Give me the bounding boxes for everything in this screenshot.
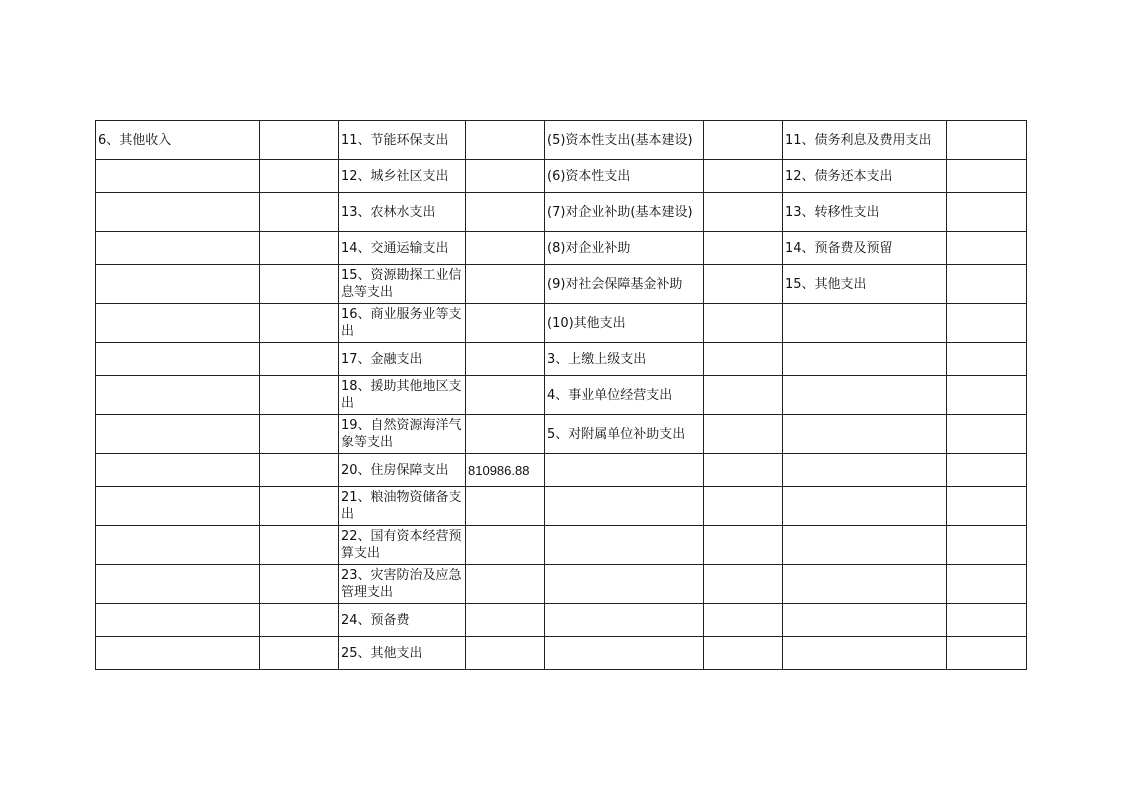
function-expense-amount-cell (466, 487, 545, 526)
economic-expense-item-cell (545, 526, 704, 565)
economic-expense-amount-cell (704, 304, 783, 343)
table-row (96, 637, 1027, 670)
economic-expense-amount-cell (704, 604, 783, 637)
table-row (96, 343, 1027, 376)
economic-expense-item-cell (545, 487, 704, 526)
economic-expense-item-cell: (8)对企业补助 (545, 232, 704, 265)
income-amount-cell (260, 343, 339, 376)
function-expense-item-cell: 16、商业服务业等支出 (339, 304, 466, 343)
table-row (96, 160, 1027, 193)
other-expense-amount-cell (947, 304, 1027, 343)
economic-expense-amount-cell (704, 232, 783, 265)
other-expense-item-cell (783, 604, 947, 637)
income-item-cell (96, 265, 260, 304)
function-expense-amount-cell (466, 232, 545, 265)
function-expense-amount-cell (466, 526, 545, 565)
function-expense-amount-cell (466, 376, 545, 415)
other-expense-item-cell (783, 343, 947, 376)
other-expense-amount-cell (947, 160, 1027, 193)
function-expense-amount-cell (466, 121, 545, 160)
function-expense-item-cell: 14、交通运输支出 (339, 232, 466, 265)
income-item-cell (96, 637, 260, 670)
function-expense-amount-cell: 810986.88 (466, 454, 545, 487)
economic-expense-item-cell: (5)资本性支出(基本建设) (545, 121, 704, 160)
income-item-cell (96, 232, 260, 265)
income-item-cell (96, 487, 260, 526)
economic-expense-item-cell (545, 565, 704, 604)
function-expense-item-cell: 24、预备费 (339, 604, 466, 637)
income-item-cell (96, 193, 260, 232)
other-expense-item-cell (783, 376, 947, 415)
economic-expense-item-cell: (9)对社会保障基金补助 (545, 265, 704, 304)
table-row (96, 232, 1027, 265)
economic-expense-amount-cell (704, 526, 783, 565)
function-expense-item-cell: 19、自然资源海洋气象等支出 (339, 415, 466, 454)
income-item-cell: 6、其他收入 (96, 121, 260, 160)
economic-expense-amount-cell (704, 565, 783, 604)
function-expense-item-cell: 18、援助其他地区支出 (339, 376, 466, 415)
other-expense-item-cell (783, 304, 947, 343)
income-amount-cell (260, 193, 339, 232)
income-amount-cell (260, 304, 339, 343)
economic-expense-amount-cell (704, 487, 783, 526)
function-expense-amount-cell (466, 415, 545, 454)
function-expense-item-cell: 11、节能环保支出 (339, 121, 466, 160)
function-expense-item-cell: 12、城乡社区支出 (339, 160, 466, 193)
income-item-cell (96, 415, 260, 454)
income-amount-cell (260, 637, 339, 670)
income-item-cell (96, 604, 260, 637)
income-item-cell (96, 160, 260, 193)
other-expense-item-cell (783, 637, 947, 670)
other-expense-amount-cell (947, 376, 1027, 415)
other-expense-item-cell (783, 415, 947, 454)
other-expense-amount-cell (947, 487, 1027, 526)
function-expense-amount-cell (466, 160, 545, 193)
table-row (96, 454, 1027, 487)
table-row (96, 265, 1027, 304)
other-expense-item-cell: 14、预备费及预留 (783, 232, 947, 265)
income-item-cell (96, 565, 260, 604)
economic-expense-amount-cell (704, 121, 783, 160)
budget-table (95, 120, 1027, 670)
other-expense-item-cell (783, 487, 947, 526)
other-expense-amount-cell (947, 343, 1027, 376)
other-expense-item-cell: 11、债务利息及费用支出 (783, 121, 947, 160)
economic-expense-item-cell: 3、上缴上级支出 (545, 343, 704, 376)
income-amount-cell (260, 604, 339, 637)
economic-expense-item-cell (545, 454, 704, 487)
income-amount-cell (260, 121, 339, 160)
income-item-cell (96, 304, 260, 343)
function-expense-amount-cell (466, 304, 545, 343)
economic-expense-item-cell (545, 604, 704, 637)
economic-expense-amount-cell (704, 160, 783, 193)
income-item-cell (96, 526, 260, 565)
function-expense-item-cell: 17、金融支出 (339, 343, 466, 376)
function-expense-amount-cell (466, 343, 545, 376)
function-expense-amount-cell (466, 637, 545, 670)
other-expense-item-cell: 13、转移性支出 (783, 193, 947, 232)
economic-expense-item-cell: (7)对企业补助(基本建设) (545, 193, 704, 232)
table-row (96, 121, 1027, 160)
table-row (96, 526, 1027, 565)
table-row (96, 565, 1027, 604)
function-expense-item-cell: 21、粮油物资储备支出 (339, 487, 466, 526)
function-expense-amount-cell (466, 565, 545, 604)
other-expense-item-cell (783, 565, 947, 604)
other-expense-item-cell: 15、其他支出 (783, 265, 947, 304)
table-row (96, 415, 1027, 454)
income-amount-cell (260, 526, 339, 565)
income-amount-cell (260, 454, 339, 487)
other-expense-item-cell (783, 454, 947, 487)
other-expense-amount-cell (947, 604, 1027, 637)
income-amount-cell (260, 487, 339, 526)
economic-expense-item-cell: 4、事业单位经营支出 (545, 376, 704, 415)
function-expense-item-cell: 13、农林水支出 (339, 193, 466, 232)
function-expense-item-cell: 25、其他支出 (339, 637, 466, 670)
economic-expense-amount-cell (704, 193, 783, 232)
economic-expense-item-cell: (10)其他支出 (545, 304, 704, 343)
income-amount-cell (260, 415, 339, 454)
economic-expense-amount-cell (704, 454, 783, 487)
other-expense-amount-cell (947, 526, 1027, 565)
function-expense-amount-cell (466, 265, 545, 304)
table-row (96, 376, 1027, 415)
other-expense-item-cell: 12、债务还本支出 (783, 160, 947, 193)
function-expense-item-cell: 23、灾害防治及应急管理支出 (339, 565, 466, 604)
income-amount-cell (260, 160, 339, 193)
economic-expense-amount-cell (704, 637, 783, 670)
function-expense-amount-cell (466, 193, 545, 232)
other-expense-amount-cell (947, 121, 1027, 160)
other-expense-amount-cell (947, 193, 1027, 232)
other-expense-item-cell (783, 526, 947, 565)
economic-expense-amount-cell (704, 376, 783, 415)
table-row (96, 487, 1027, 526)
table-row (96, 604, 1027, 637)
function-expense-item-cell: 20、住房保障支出 (339, 454, 466, 487)
other-expense-amount-cell (947, 454, 1027, 487)
function-expense-amount-cell (466, 604, 545, 637)
income-amount-cell (260, 565, 339, 604)
function-expense-item-cell: 15、资源勘探工业信息等支出 (339, 265, 466, 304)
economic-expense-amount-cell (704, 343, 783, 376)
economic-expense-item-cell (545, 637, 704, 670)
income-item-cell (96, 343, 260, 376)
economic-expense-item-cell: 5、对附属单位补助支出 (545, 415, 704, 454)
income-item-cell (96, 454, 260, 487)
income-item-cell (96, 376, 260, 415)
economic-expense-item-cell: (6)资本性支出 (545, 160, 704, 193)
table-row (96, 304, 1027, 343)
income-amount-cell (260, 376, 339, 415)
other-expense-amount-cell (947, 232, 1027, 265)
economic-expense-amount-cell (704, 265, 783, 304)
table-row (96, 193, 1027, 232)
other-expense-amount-cell (947, 265, 1027, 304)
function-expense-item-cell: 22、国有资本经营预算支出 (339, 526, 466, 565)
table-body (96, 121, 1027, 670)
other-expense-amount-cell (947, 415, 1027, 454)
other-expense-amount-cell (947, 637, 1027, 670)
income-amount-cell (260, 265, 339, 304)
other-expense-amount-cell (947, 565, 1027, 604)
economic-expense-amount-cell (704, 415, 783, 454)
income-amount-cell (260, 232, 339, 265)
